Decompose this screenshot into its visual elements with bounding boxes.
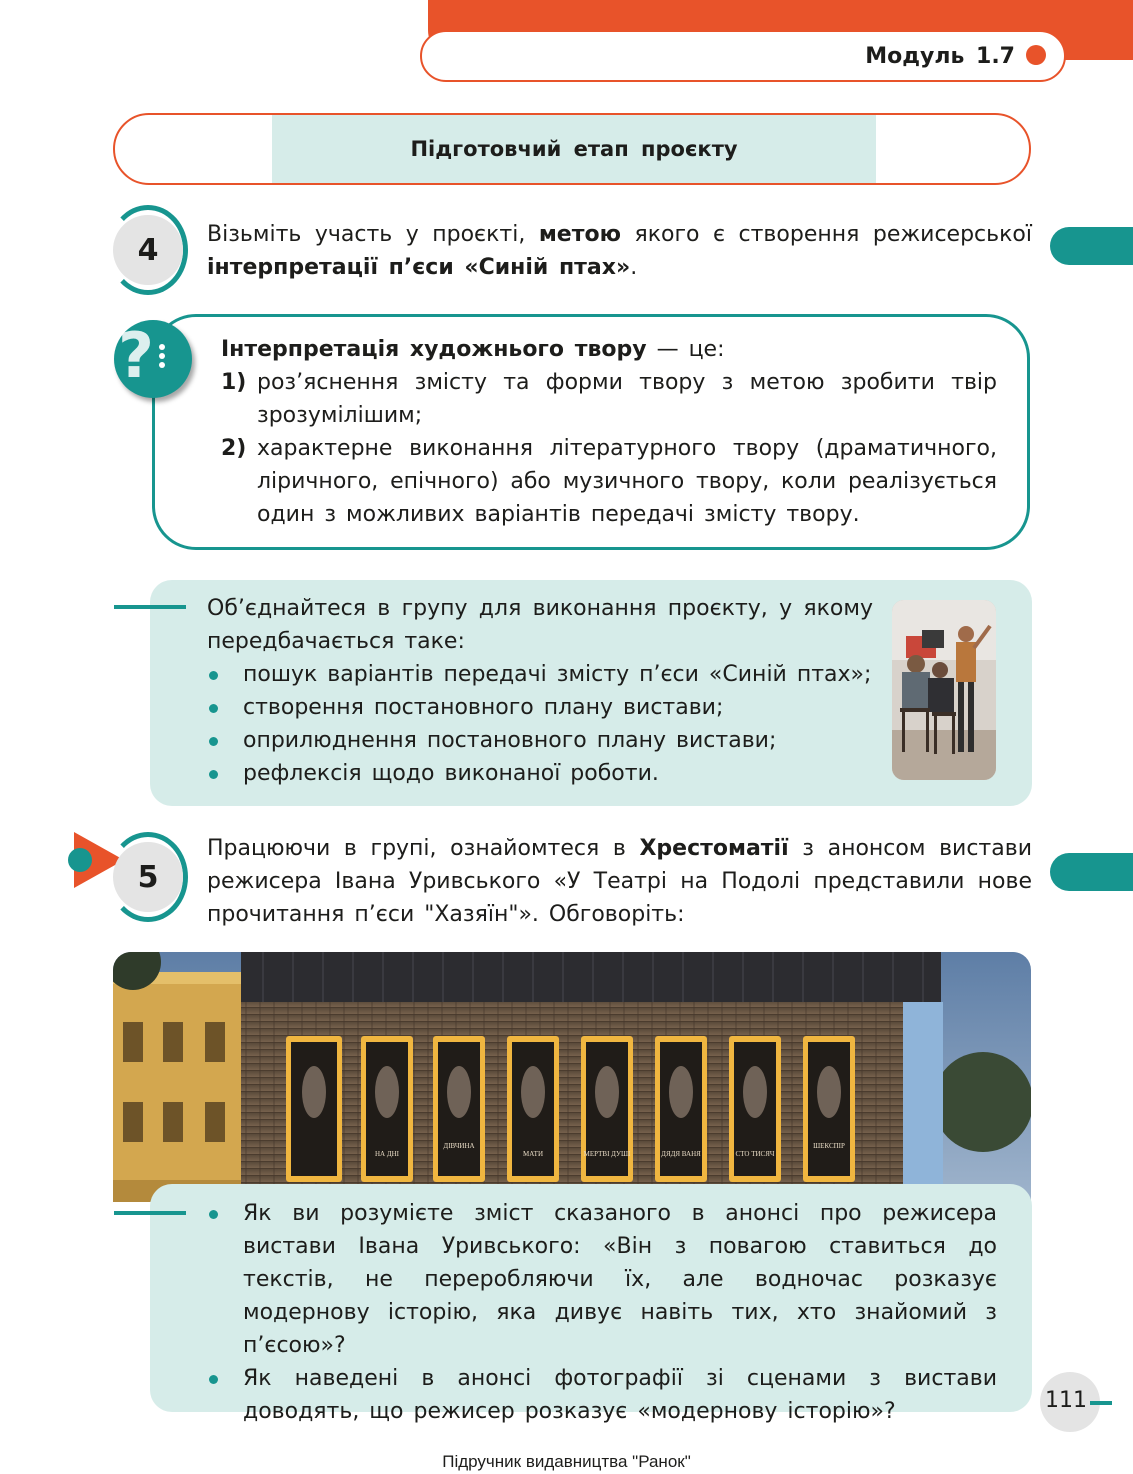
publisher-footer: Підручник видавництва "Ранок" [442,1452,691,1471]
definition-content [221,333,997,531]
module-dot-icon [1026,45,1046,65]
list-item: створення постановного плану вистави; [207,691,873,724]
list-item-number: 1) [221,370,247,395]
questions-content [207,1197,997,1428]
page-number: 111 [1045,1388,1087,1413]
list-item: пошук варіантів передачі змісту п’єси «Синій птах»; [207,658,873,691]
task5-keyword: Хрестоматії [639,836,789,861]
group-intro: Об’єднайтеся в групу для виконання проєкту, у якому передбачається таке: [207,596,873,654]
task4-text-part: якого є створення режисерської [620,222,1032,247]
task-number-badge: 5 [113,842,183,912]
list-item-text: роз’яснення змісту та форми твору з метою зробити твір зрозумілішим; [257,370,997,428]
list-item: рефлексія щодо виконаної роботи. [207,757,873,790]
page-number-line [1090,1401,1112,1405]
poster-title: ШЕКСПІР [813,1142,845,1150]
stage-title-box [113,113,1031,185]
definition-dash: — це: [646,337,725,362]
definition-term: Інтерпретація художнього твору [221,337,647,362]
task-number-badge: 4 [113,215,183,285]
list-item-text: характерне виконання літературного твору (драматичного, ліричного, епічного) або музичного твору, коли реалізується один з можливих варіантів передачі змісту твору. [257,436,997,527]
theatre-building-illustration [113,952,1031,1202]
poster-title: МАТИ [523,1150,543,1158]
list-item [221,366,997,432]
task4-keyword: інтерпретації п’єси «Синій птах» [207,255,631,280]
list-item: Як наведені в анонсі фотографії зі сценами з вистави доводять, що режисер розказує «модернову історію»? [207,1362,997,1428]
task5-text-part: Працюючи в групі, ознайомтеся в [207,836,640,861]
rehearsal-photo [892,600,996,780]
questions-bullet-list [207,1197,997,1428]
section-dash [114,605,186,609]
stage-title: Підготовчий етап проєкту [410,137,738,161]
definition-heading [221,333,997,366]
list-item: Як ви розумієте зміст сказаного в анонсі про режисера вистави Івана Уривського: «Він з повагою ставиться до текстів, не переробляючи їх, але водночас розказує модернову історію, яка дивує навіть тих, хто знайомий з п’єсою»? [207,1197,997,1362]
task5-text [207,832,1032,931]
poster-title: ДІВЧИНА [443,1142,475,1150]
poster-title: СТО ТИСЯЧ [735,1150,775,1158]
rehearsal-photo-illustration [892,600,996,780]
poster-title: МЕРТВІ ДУШІ [583,1150,631,1158]
list-item: оприлюднення постановного плану вистави; [207,724,873,757]
list-item-number: 2) [221,436,247,461]
side-tab [1050,227,1133,265]
module-label: Модуль 1.7 [865,44,1015,69]
definition-list [221,366,997,531]
task4-keyword: метою [538,222,621,247]
question-mark-icon: ? [118,319,154,392]
task5-text-part: з анонсом вистави режисера Івана Уривського «У Театрі на Подолі представили нове прочитання п’єси "Хазяїн"». Обговоріть: [207,836,1032,927]
theatre-building-photo [113,952,1031,1202]
group-bullet-list [207,658,873,790]
task4-text-part: . [630,255,638,280]
ellipsis-icon [159,344,167,374]
play-dot-icon [68,848,92,872]
list-item [221,432,997,531]
task4-text-part: Візьміть участь у проєкті, [207,222,539,247]
task4-text [207,218,1032,284]
poster-title: ДЯДЯ ВАНЯ [661,1150,701,1158]
side-tab [1050,853,1133,891]
poster-title: НА ДНІ [374,1150,400,1158]
section-dash [114,1211,186,1215]
group-content [207,592,873,790]
